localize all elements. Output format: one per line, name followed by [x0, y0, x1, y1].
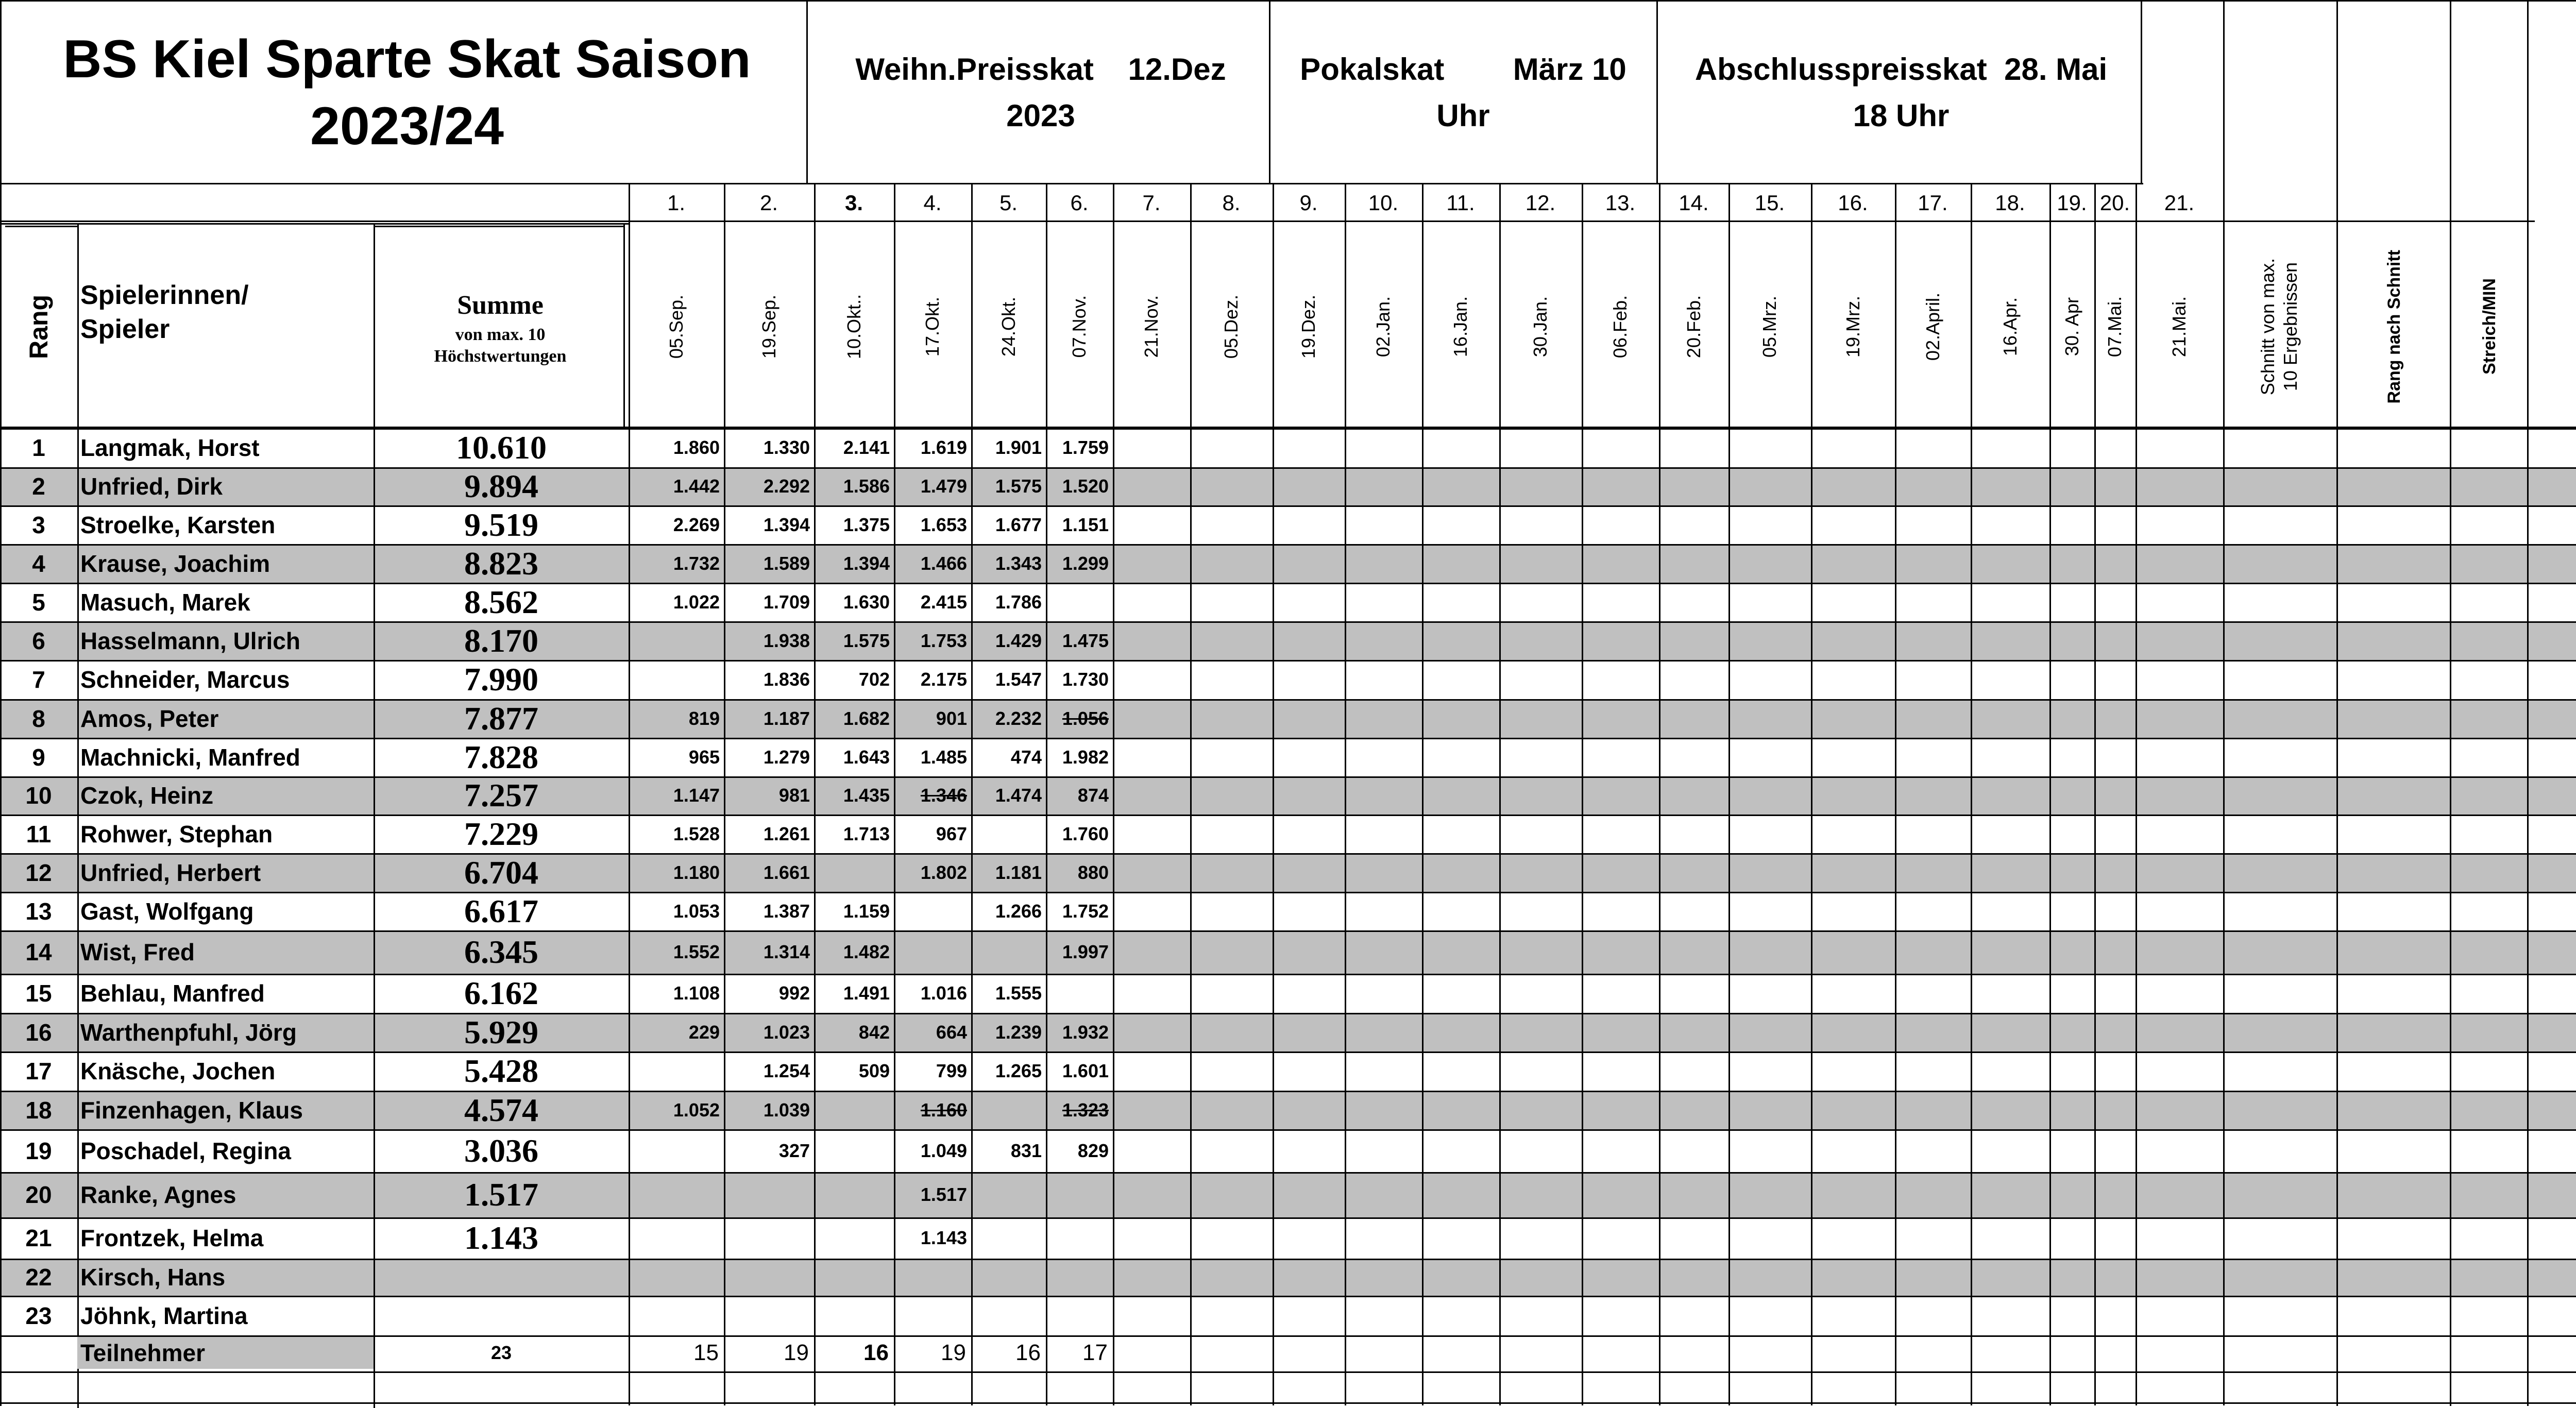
row-player-name: Frontzek, Helma: [80, 1225, 264, 1251]
row-score: 1.759: [1062, 437, 1109, 458]
round-date: [2136, 227, 2223, 427]
round-date-text: 30. Apr: [2061, 297, 2082, 357]
row-score: 1.709: [763, 591, 810, 613]
event-line-1: Weihn.Preisskat 12.Dez: [855, 52, 1226, 87]
teilnehmer-count: 19: [784, 1340, 809, 1365]
row-score: 1.552: [673, 941, 720, 962]
grid-vline: [1656, 0, 1658, 184]
round-number: 4.: [923, 191, 942, 215]
row-score: 1.330: [763, 437, 810, 458]
row-rang: 14: [25, 939, 52, 965]
row-score: 229: [688, 1021, 720, 1043]
row-score: 819: [688, 707, 720, 729]
round-date-text: 10.Okt..: [843, 294, 865, 360]
round-date: [1113, 227, 1190, 427]
row-score: 1.619: [920, 437, 967, 458]
row-score: 1.375: [843, 514, 890, 535]
row-player-name: Unfried, Herbert: [80, 859, 261, 886]
row-score: 1.802: [920, 861, 967, 883]
row-score: 1.180: [673, 861, 720, 883]
row-score: 1.752: [1062, 900, 1109, 922]
row-score: 901: [936, 707, 967, 729]
grid-vline: [623, 223, 625, 429]
row-rang: 7: [32, 666, 45, 693]
teilnehmer-label: Teilnehmer: [80, 1339, 205, 1366]
round-date-text: 16.Jan.: [1450, 296, 1471, 358]
round-date: [814, 227, 894, 427]
round-date-text: 02.April.: [1922, 292, 1943, 361]
row-rang: 21: [25, 1225, 52, 1251]
round-number: 10.: [1368, 191, 1399, 215]
grid-hline: [2143, 0, 2144, 2]
row-score: 874: [1077, 785, 1109, 806]
summe-label: Summe: [457, 291, 544, 320]
row-summe: 5.929: [464, 1013, 538, 1050]
round-date: [1345, 227, 1422, 427]
row-player-name: Krause, Joachim: [80, 550, 270, 577]
row-score: 1.147: [673, 785, 720, 806]
row-score: 1.575: [843, 630, 890, 651]
row-score: 1.732: [673, 552, 720, 574]
grid-hline: [0, 1402, 2576, 1404]
row-summe: 7.229: [464, 815, 538, 852]
header-streich-min: Streich/MIN: [2480, 278, 2499, 375]
row-score: 1.343: [995, 552, 1042, 574]
round-date: [2049, 227, 2094, 427]
row-summe: 7.257: [464, 777, 538, 813]
round-number: 8.: [1222, 191, 1241, 215]
row-score: 1.056: [1062, 707, 1109, 729]
row-score: 2.269: [673, 514, 720, 535]
row-score: 1.474: [995, 785, 1042, 806]
header-rang: Rang: [24, 294, 53, 359]
row-score: 702: [858, 669, 890, 690]
row-score: 1.254: [763, 1060, 810, 1081]
round-number: 19.: [2057, 191, 2087, 215]
row-summe: 6.345: [464, 934, 538, 970]
row-score: 992: [778, 982, 810, 1004]
row-score: 509: [858, 1060, 890, 1081]
row-score: 1.482: [843, 941, 890, 962]
row-summe: 10.610: [456, 429, 547, 466]
round-date: [1422, 227, 1499, 427]
row-score: 1.730: [1062, 669, 1109, 690]
row-rang: 17: [25, 1058, 52, 1084]
round-date-text: 21.Mai.: [2168, 296, 2190, 358]
row-rang: 20: [25, 1181, 52, 1208]
row-score: 1.049: [920, 1140, 967, 1161]
row-score: 1.589: [763, 552, 810, 574]
row-summe: 8.562: [464, 583, 538, 620]
row-score: 1.836: [763, 669, 810, 690]
teilnehmer-count: 15: [693, 1340, 719, 1365]
event-line-2: 18 Uhr: [1853, 98, 1950, 133]
row-score: 1.479: [920, 476, 967, 497]
row-summe: 1.517: [464, 1176, 538, 1213]
row-score: 1.760: [1062, 823, 1109, 844]
row-player-name: Ranke, Agnes: [80, 1181, 236, 1208]
round-date-text: 19.Sep.: [758, 294, 779, 359]
summe-sub: von max. 10 Höchstwertungen: [434, 325, 567, 366]
round-date-text: 02.Jan.: [1372, 296, 1394, 358]
row-rang: 8: [32, 705, 45, 732]
round-date-text: 05.Dez.: [1221, 294, 1242, 359]
round-date-text: 17.Okt.: [922, 296, 943, 357]
row-score: 1.485: [920, 746, 967, 768]
row-rang: 11: [26, 820, 52, 847]
row-score: 1.299: [1062, 552, 1109, 574]
row-summe: 7.828: [464, 738, 538, 775]
row-summe: 6.617: [464, 892, 538, 929]
round-number: 2.: [759, 191, 778, 215]
row-summe: 7.990: [464, 661, 538, 698]
round-date-text: 20.Feb.: [1683, 295, 1704, 359]
row-summe: 9.894: [464, 468, 538, 504]
row-score: 1.151: [1062, 514, 1109, 535]
round-number: 16.: [1838, 191, 1868, 215]
row-score: 2.415: [920, 591, 967, 613]
row-score: 880: [1077, 861, 1109, 883]
grid-vline: [2527, 0, 2529, 1406]
round-date-text: 07.Nov.: [1069, 295, 1090, 358]
round-date: [1190, 227, 1273, 427]
row-score: 1.387: [763, 900, 810, 922]
round-date-text: 05.Mrz.: [1759, 295, 1780, 358]
row-score: 1.323: [1062, 1099, 1109, 1121]
row-score: 1.143: [920, 1227, 967, 1248]
row-player-name: Wist, Fred: [80, 939, 195, 965]
row-summe: 6.704: [464, 854, 538, 891]
round-number: 18.: [1995, 191, 2025, 215]
round-number: 6.: [1070, 191, 1089, 215]
row-player-name: Amos, Peter: [80, 705, 219, 732]
row-score: 1.022: [673, 591, 720, 613]
grid-vline: [2450, 0, 2451, 1406]
title-line-1: BS Kiel Sparte Skat Saison: [63, 29, 751, 89]
round-number: 9.: [1299, 191, 1318, 215]
row-score: 1.239: [995, 1021, 1042, 1043]
row-score: 967: [936, 823, 967, 844]
round-number: 15.: [1754, 191, 1785, 215]
row-score: 829: [1077, 1140, 1109, 1161]
round-date: [894, 227, 971, 427]
header-summe: [379, 268, 621, 386]
title-line-2: 2023/24: [310, 96, 504, 156]
round-number: 13.: [1605, 191, 1636, 215]
row-score: 1.601: [1062, 1060, 1109, 1081]
row-score: 1.932: [1062, 1021, 1109, 1043]
row-score: 1.023: [763, 1021, 810, 1043]
row-score: 1.429: [995, 630, 1042, 651]
row-score: 1.520: [1062, 476, 1109, 497]
row-player-name: Behlau, Manfred: [80, 980, 265, 1007]
row-player-name: Jöhnk, Martina: [80, 1302, 248, 1329]
row-rang: 1: [32, 434, 45, 461]
row-summe: 5.428: [464, 1053, 538, 1089]
row-summe: 3.036: [464, 1132, 538, 1169]
row-player-name: Schneider, Marcus: [80, 666, 290, 693]
row-score: 474: [1010, 746, 1042, 768]
round-date: [1659, 227, 1728, 427]
grid-vline: [1269, 0, 1270, 184]
row-score: 1.555: [995, 982, 1042, 1004]
row-rang: 10: [25, 782, 52, 809]
event-line-1: Abschlusspreisskat 28. Mai: [1694, 52, 2108, 87]
row-summe: 8.170: [464, 622, 538, 659]
round-date: [1971, 227, 2049, 427]
event-pokalskat: [1273, 31, 1654, 155]
row-player-name: Rohwer, Stephan: [80, 820, 273, 847]
row-player-name: Finzenhagen, Klaus: [80, 1096, 303, 1124]
round-date-text: 16.Apr.: [1999, 297, 2021, 357]
row-score: 1.265: [995, 1060, 1042, 1081]
teilnehmer-count: 17: [1082, 1340, 1108, 1365]
row-score: 1.394: [843, 552, 890, 574]
row-score: 1.435: [843, 785, 890, 806]
header-schnitt: Schnitt von max. 10 Ergebnissen: [2257, 258, 2301, 396]
row-score: 1.786: [995, 591, 1042, 613]
row-score: 1.039: [763, 1099, 810, 1121]
row-player-name: Machnicki, Manfred: [80, 743, 300, 771]
row-score: 1.052: [673, 1099, 720, 1121]
row-score: 2.175: [920, 669, 967, 690]
row-score: 981: [778, 785, 810, 806]
row-rang: 6: [32, 627, 45, 654]
round-date: [1273, 227, 1345, 427]
round-number: 14.: [1679, 191, 1709, 215]
event-line-1: Pokalskat März 10: [1300, 52, 1626, 87]
row-player-name: Langmak, Horst: [80, 434, 260, 461]
round-date-text: 05.Sep.: [665, 294, 687, 359]
row-score: 1.713: [843, 823, 890, 844]
row-score: 1.442: [673, 476, 720, 497]
round-number: 20.: [2099, 191, 2130, 215]
row-score: 1.860: [673, 437, 720, 458]
round-date: [2094, 227, 2136, 427]
row-score: 1.517: [920, 1184, 967, 1205]
row-rang: 4: [32, 550, 45, 577]
row-summe: 8.823: [464, 545, 538, 582]
row-player-name: Gast, Wolfgang: [80, 897, 254, 925]
row-score: 2.141: [843, 437, 890, 458]
round-date: [1499, 227, 1582, 427]
teilnehmer-count: 16: [1015, 1340, 1041, 1365]
row-summe: [375, 1296, 628, 1335]
round-date: [629, 227, 724, 427]
row-player-name: Hasselmann, Ulrich: [80, 627, 300, 654]
round-number: 12.: [1525, 191, 1556, 215]
row-player-name: Czok, Heinz: [80, 782, 214, 809]
row-score: 1.346: [920, 785, 967, 806]
row-score: 1.108: [673, 982, 720, 1004]
row-score: 1.653: [920, 514, 967, 535]
event-weihnachts-preisskat: [814, 31, 1267, 155]
row-rang: 19: [25, 1137, 52, 1164]
row-score: 1.491: [843, 982, 890, 1004]
row-rang: 5: [32, 588, 45, 616]
row-score: 1.160: [920, 1099, 967, 1121]
round-date-text: 21.Nov.: [1141, 295, 1162, 358]
round-number: 11.: [1446, 191, 1475, 215]
round-number: 17.: [1918, 191, 1948, 215]
row-rang: 15: [25, 980, 52, 1007]
grid-hline: [0, 0, 2576, 2]
row-score: 1.314: [763, 941, 810, 962]
header-rang-nach-schnitt: Rang nach Schnitt: [2384, 249, 2404, 404]
round-date: [1582, 227, 1659, 427]
row-score: 1.677: [995, 514, 1042, 535]
round-number: 1.: [667, 191, 686, 215]
round-date-text: 06.Feb.: [1609, 295, 1631, 359]
row-score: 1.997: [1062, 941, 1109, 962]
row-score: 1.475: [1062, 630, 1109, 651]
row-score: 1.394: [763, 514, 810, 535]
row-rang: 2: [32, 473, 45, 500]
grid-hline: [0, 223, 629, 225]
round-number: 5.: [999, 191, 1018, 215]
row-score: 1.187: [763, 707, 810, 729]
row-score: 1.466: [920, 552, 967, 574]
row-score: 1.261: [763, 823, 810, 844]
row-rang: 13: [25, 897, 52, 925]
round-number: 21.: [2164, 191, 2195, 215]
row-score: 1.575: [995, 476, 1042, 497]
row-score: 842: [858, 1021, 890, 1043]
sheet-title: [5, 10, 809, 175]
row-score: 1.159: [843, 900, 890, 922]
row-score: 1.016: [920, 982, 967, 1004]
grid-vline: [2223, 0, 2225, 184]
row-score: 1.938: [763, 630, 810, 651]
row-rang: 9: [32, 743, 45, 771]
row-score: 965: [688, 746, 720, 768]
row-rang: 23: [25, 1302, 52, 1329]
row-score: 1.901: [995, 437, 1042, 458]
row-rang: 18: [25, 1096, 52, 1124]
row-score: 664: [936, 1021, 967, 1043]
row-score: 2.292: [763, 476, 810, 497]
round-date: [1046, 227, 1113, 427]
row-score: 1.630: [843, 591, 890, 613]
row-player-name: Masuch, Marek: [80, 588, 250, 616]
grid-hline: [0, 1371, 2576, 1373]
row-player-name: Kirsch, Hans: [80, 1264, 226, 1291]
round-date-text: 19.Dez.: [1298, 294, 1319, 359]
row-score: 831: [1010, 1140, 1042, 1161]
teilnehmer-count: 19: [941, 1340, 966, 1365]
row-score: 1.661: [763, 861, 810, 883]
row-player-name: Knäsche, Jochen: [80, 1058, 276, 1084]
row-rang: 22: [25, 1264, 52, 1291]
row-summe: 6.162: [464, 975, 538, 1011]
round-number: 3.: [844, 191, 863, 215]
row-score: 327: [778, 1140, 810, 1161]
round-date: [724, 227, 814, 427]
teilnehmer-total: 23: [490, 1342, 512, 1363]
round-date-text: 19.Mrz.: [1842, 295, 1863, 358]
row-score: 1.982: [1062, 746, 1109, 768]
round-date-text: 24.Okt.: [997, 296, 1019, 357]
row-player-name: Warthenpfuhl, Jörg: [80, 1019, 297, 1046]
row-player-name: Poschadel, Regina: [80, 1137, 292, 1164]
row-player-name: Unfried, Dirk: [80, 473, 223, 500]
round-date-text: 07.Mai.: [2104, 296, 2125, 358]
row-score: 1.053: [673, 900, 720, 922]
event-line-2: 2023: [1006, 98, 1075, 133]
row-rang: 3: [32, 511, 45, 538]
row-score: 799: [936, 1060, 967, 1081]
grid-vline: [2336, 0, 2338, 1406]
row-score: 1.682: [843, 707, 890, 729]
row-score: 1.586: [843, 476, 890, 497]
row-score: 1.753: [920, 630, 967, 651]
round-date: [1728, 227, 1811, 427]
row-score: 1.266: [995, 900, 1042, 922]
row-score: 2.232: [995, 707, 1042, 729]
row-player-name: Stroelke, Karsten: [80, 511, 276, 538]
row-rang: 12: [25, 859, 52, 886]
event-abschluss-preisskat: [1659, 31, 2143, 155]
round-number: 7.: [1142, 191, 1161, 215]
row-summe: 7.877: [464, 700, 538, 737]
header-spieler: Spielerinnen/ Spieler: [80, 280, 249, 344]
row-summe: 4.574: [464, 1091, 538, 1128]
teilnehmer-count: 16: [863, 1340, 889, 1365]
row-score: 1.547: [995, 669, 1042, 690]
row-score: 1.643: [843, 746, 890, 768]
round-date: [971, 227, 1046, 427]
round-date: [1811, 227, 1895, 427]
row-summe: 9.519: [464, 506, 538, 543]
row-score: 1.181: [995, 861, 1042, 883]
row-score: 1.279: [763, 746, 810, 768]
row-score: 1.528: [673, 823, 720, 844]
row-summe: [375, 1259, 628, 1296]
event-line-2: Uhr: [1436, 98, 1490, 133]
round-date: [1895, 227, 1971, 427]
round-date-text: 30.Jan.: [1530, 296, 1551, 358]
grid-hline: [375, 226, 625, 227]
row-rang: 16: [25, 1019, 52, 1046]
row-summe: 1.143: [464, 1219, 538, 1256]
